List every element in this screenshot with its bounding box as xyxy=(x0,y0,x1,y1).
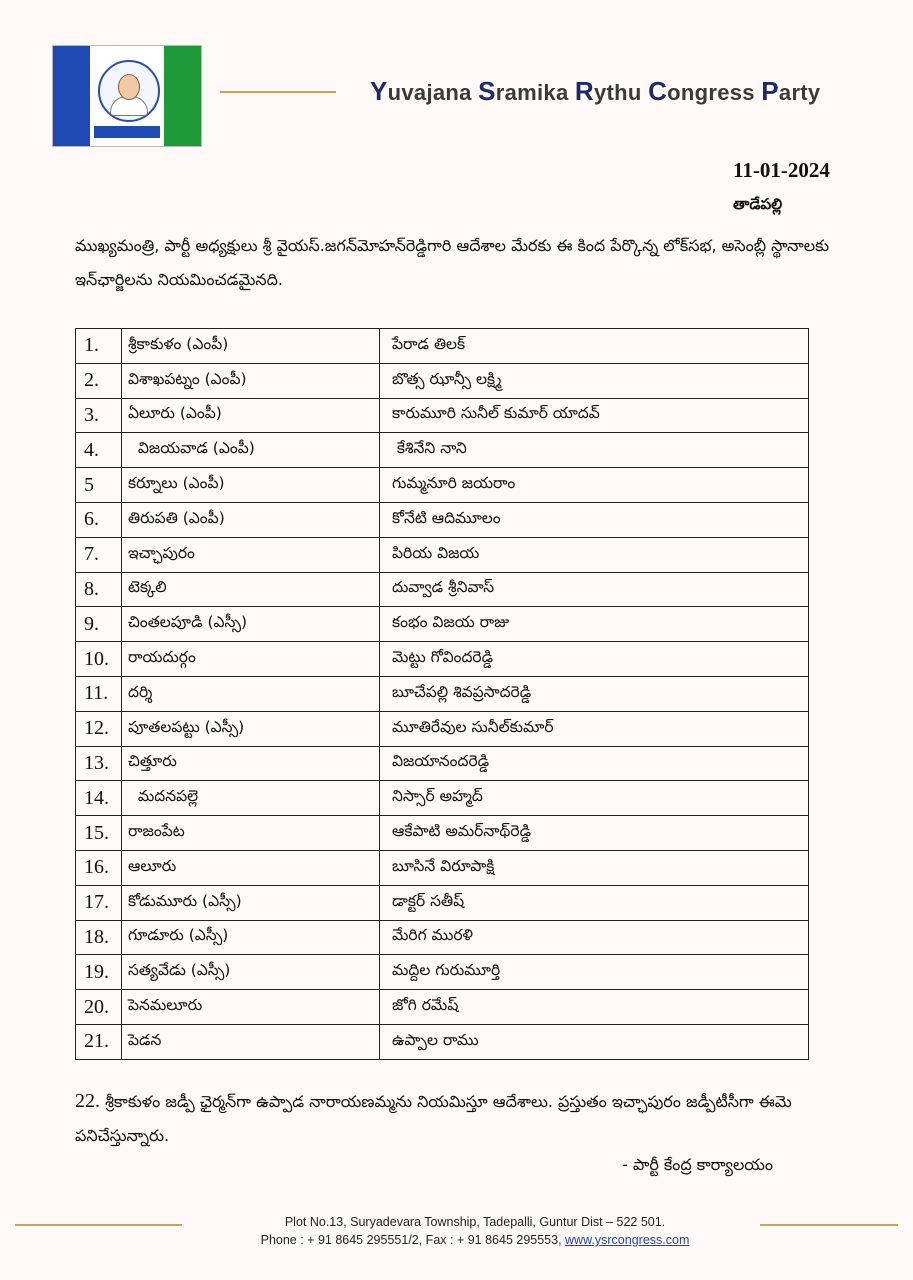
table-row xyxy=(76,920,809,955)
constituency-cell: టెక్కలి xyxy=(122,572,380,607)
table-row xyxy=(76,711,809,746)
constituency-cell: శ్రీకాకుళం (ఎంపీ) xyxy=(122,329,380,364)
constituency-cell: మదనపల్లె xyxy=(122,781,380,816)
footer-address: Plot No.13, Suryadevara Township, Tadepalli, Guntur Dist – 522 501. xyxy=(284,1215,666,1229)
note-paragraph xyxy=(75,1084,850,1153)
constituency-cell: ఆలూరు xyxy=(122,850,380,885)
incharge-name-cell: పేరాడ తిలక్ xyxy=(380,329,809,364)
incharge-name-cell: దువ్వాడ శ్రీనివాస్ xyxy=(380,572,809,607)
constituency-cell: రాజంపేట xyxy=(122,816,380,851)
table-row xyxy=(76,990,809,1025)
constituency-cell: కోడుమూరు (ఎస్సీ) xyxy=(122,885,380,920)
incharge-name-cell: ఉప్పాల రాము xyxy=(380,1024,809,1059)
incharge-name-cell: జోగి రమేష్ xyxy=(380,990,809,1025)
constituency-cell: విశాఖపట్నం (ఎంపీ) xyxy=(122,363,380,398)
row-number: 14. xyxy=(76,781,122,816)
constituency-cell: ఏలూరు (ఎంపీ) xyxy=(122,398,380,433)
table-row xyxy=(76,885,809,920)
note-text: శ్రీకాకుళం జడ్పీ ఛైర్మన్‌గా ఉప్పాడ నారాయణమ్మను నియమిస్తూ ఆదేశాలు. ప్రస్తుతం ఇచ్ఛాపురం జడ్పీటీసీగా ఈమె పనిచేస్తున్నారు. xyxy=(75,1092,792,1145)
row-number: 8. xyxy=(76,572,122,607)
incharge-name-cell: మద్దిల గురుమూర్తి xyxy=(380,955,809,990)
intro-paragraph: ముఖ్యమంత్రి, పార్టీ అధ్యక్షులు శ్రీ వైయస్.జగన్‌మోహన్‌రెడ్డిగారి ఆదేశాల మేరకు ఈ కింద పేర్కొన్న లోక్‌సభ, అసెంబ్లీ స్థానాలకు ఇన్‌ఛార్జిలను నియమించడమైనది. xyxy=(75,236,830,289)
incharge-name-cell: కారుమూరి సునీల్ కుమార్ యాదవ్ xyxy=(380,398,809,433)
incharge-name-cell: బూసినే విరూపాక్షి xyxy=(380,850,809,885)
table-row xyxy=(76,676,809,711)
incharge-name-cell: కేశినేని నాని xyxy=(380,433,809,468)
incharge-name-cell: బూచేపల్లి శివప్రసాదరెడ్డి xyxy=(380,676,809,711)
constituency-cell: దర్శి xyxy=(122,676,380,711)
row-number: 6. xyxy=(76,502,122,537)
row-number: 1. xyxy=(76,329,122,364)
incharge-table xyxy=(75,328,809,1060)
table-row xyxy=(76,433,809,468)
header-rule xyxy=(220,91,336,93)
constituency-cell: పూతలపట్టు (ఎస్సీ) xyxy=(122,711,380,746)
footer-rule-right xyxy=(760,1224,898,1226)
row-number: 21. xyxy=(76,1024,122,1059)
incharge-name-cell: డాక్టర్ సతీష్ xyxy=(380,885,809,920)
party-logo xyxy=(52,45,202,147)
table-row xyxy=(76,1024,809,1059)
incharge-name-cell: మేరిగ మురళి xyxy=(380,920,809,955)
row-number: 9. xyxy=(76,607,122,642)
logo-green-band xyxy=(164,46,201,146)
table-row xyxy=(76,329,809,364)
row-number: 5 xyxy=(76,468,122,503)
row-number: 18. xyxy=(76,920,122,955)
table-row xyxy=(76,955,809,990)
table-row xyxy=(76,572,809,607)
row-number: 20. xyxy=(76,990,122,1025)
logo-ribbon xyxy=(94,126,160,138)
row-number: 7. xyxy=(76,537,122,572)
logo-blue-band xyxy=(53,46,90,146)
incharge-name-cell: కోనేటి ఆదిమూలం xyxy=(380,502,809,537)
row-number: 15. xyxy=(76,816,122,851)
constituency-cell: గూడూరు (ఎస్సీ) xyxy=(122,920,380,955)
row-number: 4. xyxy=(76,433,122,468)
letter-place: తాడేపల్లి xyxy=(733,195,783,213)
incharge-name-cell: మూతిరేవుల సునీల్‌కుమార్ xyxy=(380,711,809,746)
constituency-cell: సత్యవేడు (ఎస్సీ) xyxy=(122,955,380,990)
incharge-name-cell: పిరియ విజయ xyxy=(380,537,809,572)
party-name: Yuvajana Sramika Rythu Congress Party xyxy=(370,76,821,106)
row-number: 19. xyxy=(76,955,122,990)
table-row xyxy=(76,746,809,781)
table-row xyxy=(76,816,809,851)
table-row xyxy=(76,502,809,537)
incharge-name-cell: నిస్సార్ అహ్మద్ xyxy=(380,781,809,816)
letter-date: 11-01-2024 xyxy=(733,158,830,182)
constituency-cell: చింతలపూడి (ఎస్సీ) xyxy=(122,607,380,642)
row-number: 3. xyxy=(76,398,122,433)
footer-rule-left xyxy=(15,1224,182,1226)
row-number: 10. xyxy=(76,642,122,677)
incharge-name-cell: కంభం విజయ రాజు xyxy=(380,607,809,642)
signoff: - పార్టీ కేంద్ర కార్యాలయం xyxy=(622,1155,773,1174)
note-number: 22. xyxy=(75,1090,100,1112)
constituency-cell: కర్నూలు (ఎంపీ) xyxy=(122,468,380,503)
constituency-cell: పెడన xyxy=(122,1024,380,1059)
incharge-name-cell: గుమ్మనూరి జయరాం xyxy=(380,468,809,503)
logo-center xyxy=(90,46,164,146)
table-row xyxy=(76,398,809,433)
table-row xyxy=(76,363,809,398)
row-number: 17. xyxy=(76,885,122,920)
constituency-cell: రాయదుర్గం xyxy=(122,642,380,677)
leader-emblem-icon xyxy=(98,60,160,122)
website-link[interactable]: www.ysrcongress.com xyxy=(565,1233,690,1247)
table-row xyxy=(76,537,809,572)
constituency-cell: ఇచ్ఛాపురం xyxy=(122,537,380,572)
table-row xyxy=(76,607,809,642)
incharge-name-cell: విజయానందరెడ్డి xyxy=(380,746,809,781)
incharge-name-cell: మెట్టు గోవిందరెడ్డి xyxy=(380,642,809,677)
table-row xyxy=(76,468,809,503)
row-number: 13. xyxy=(76,746,122,781)
constituency-cell: విజయవాడ (ఎంపీ) xyxy=(122,433,380,468)
constituency-cell: తిరుపతి (ఎంపీ) xyxy=(122,502,380,537)
table-row xyxy=(76,642,809,677)
constituency-cell: పెనమలూరు xyxy=(122,990,380,1025)
constituency-cell: చిత్తూరు xyxy=(122,746,380,781)
footer-contact: Phone : + 91 8645 295551/2, Fax : + 91 8645 295553, www.ysrcongress.com xyxy=(260,1233,690,1247)
incharge-name-cell: ఆకేపాటి అమర్‌నాథ్‌రెడ్డి xyxy=(380,816,809,851)
table-row xyxy=(76,781,809,816)
table-row xyxy=(76,850,809,885)
footer xyxy=(200,1213,750,1249)
row-number: 16. xyxy=(76,850,122,885)
row-number: 2. xyxy=(76,363,122,398)
row-number: 11. xyxy=(76,676,122,711)
incharge-name-cell: బొత్స ఝాన్సీ లక్ష్మి xyxy=(380,363,809,398)
row-number: 12. xyxy=(76,711,122,746)
